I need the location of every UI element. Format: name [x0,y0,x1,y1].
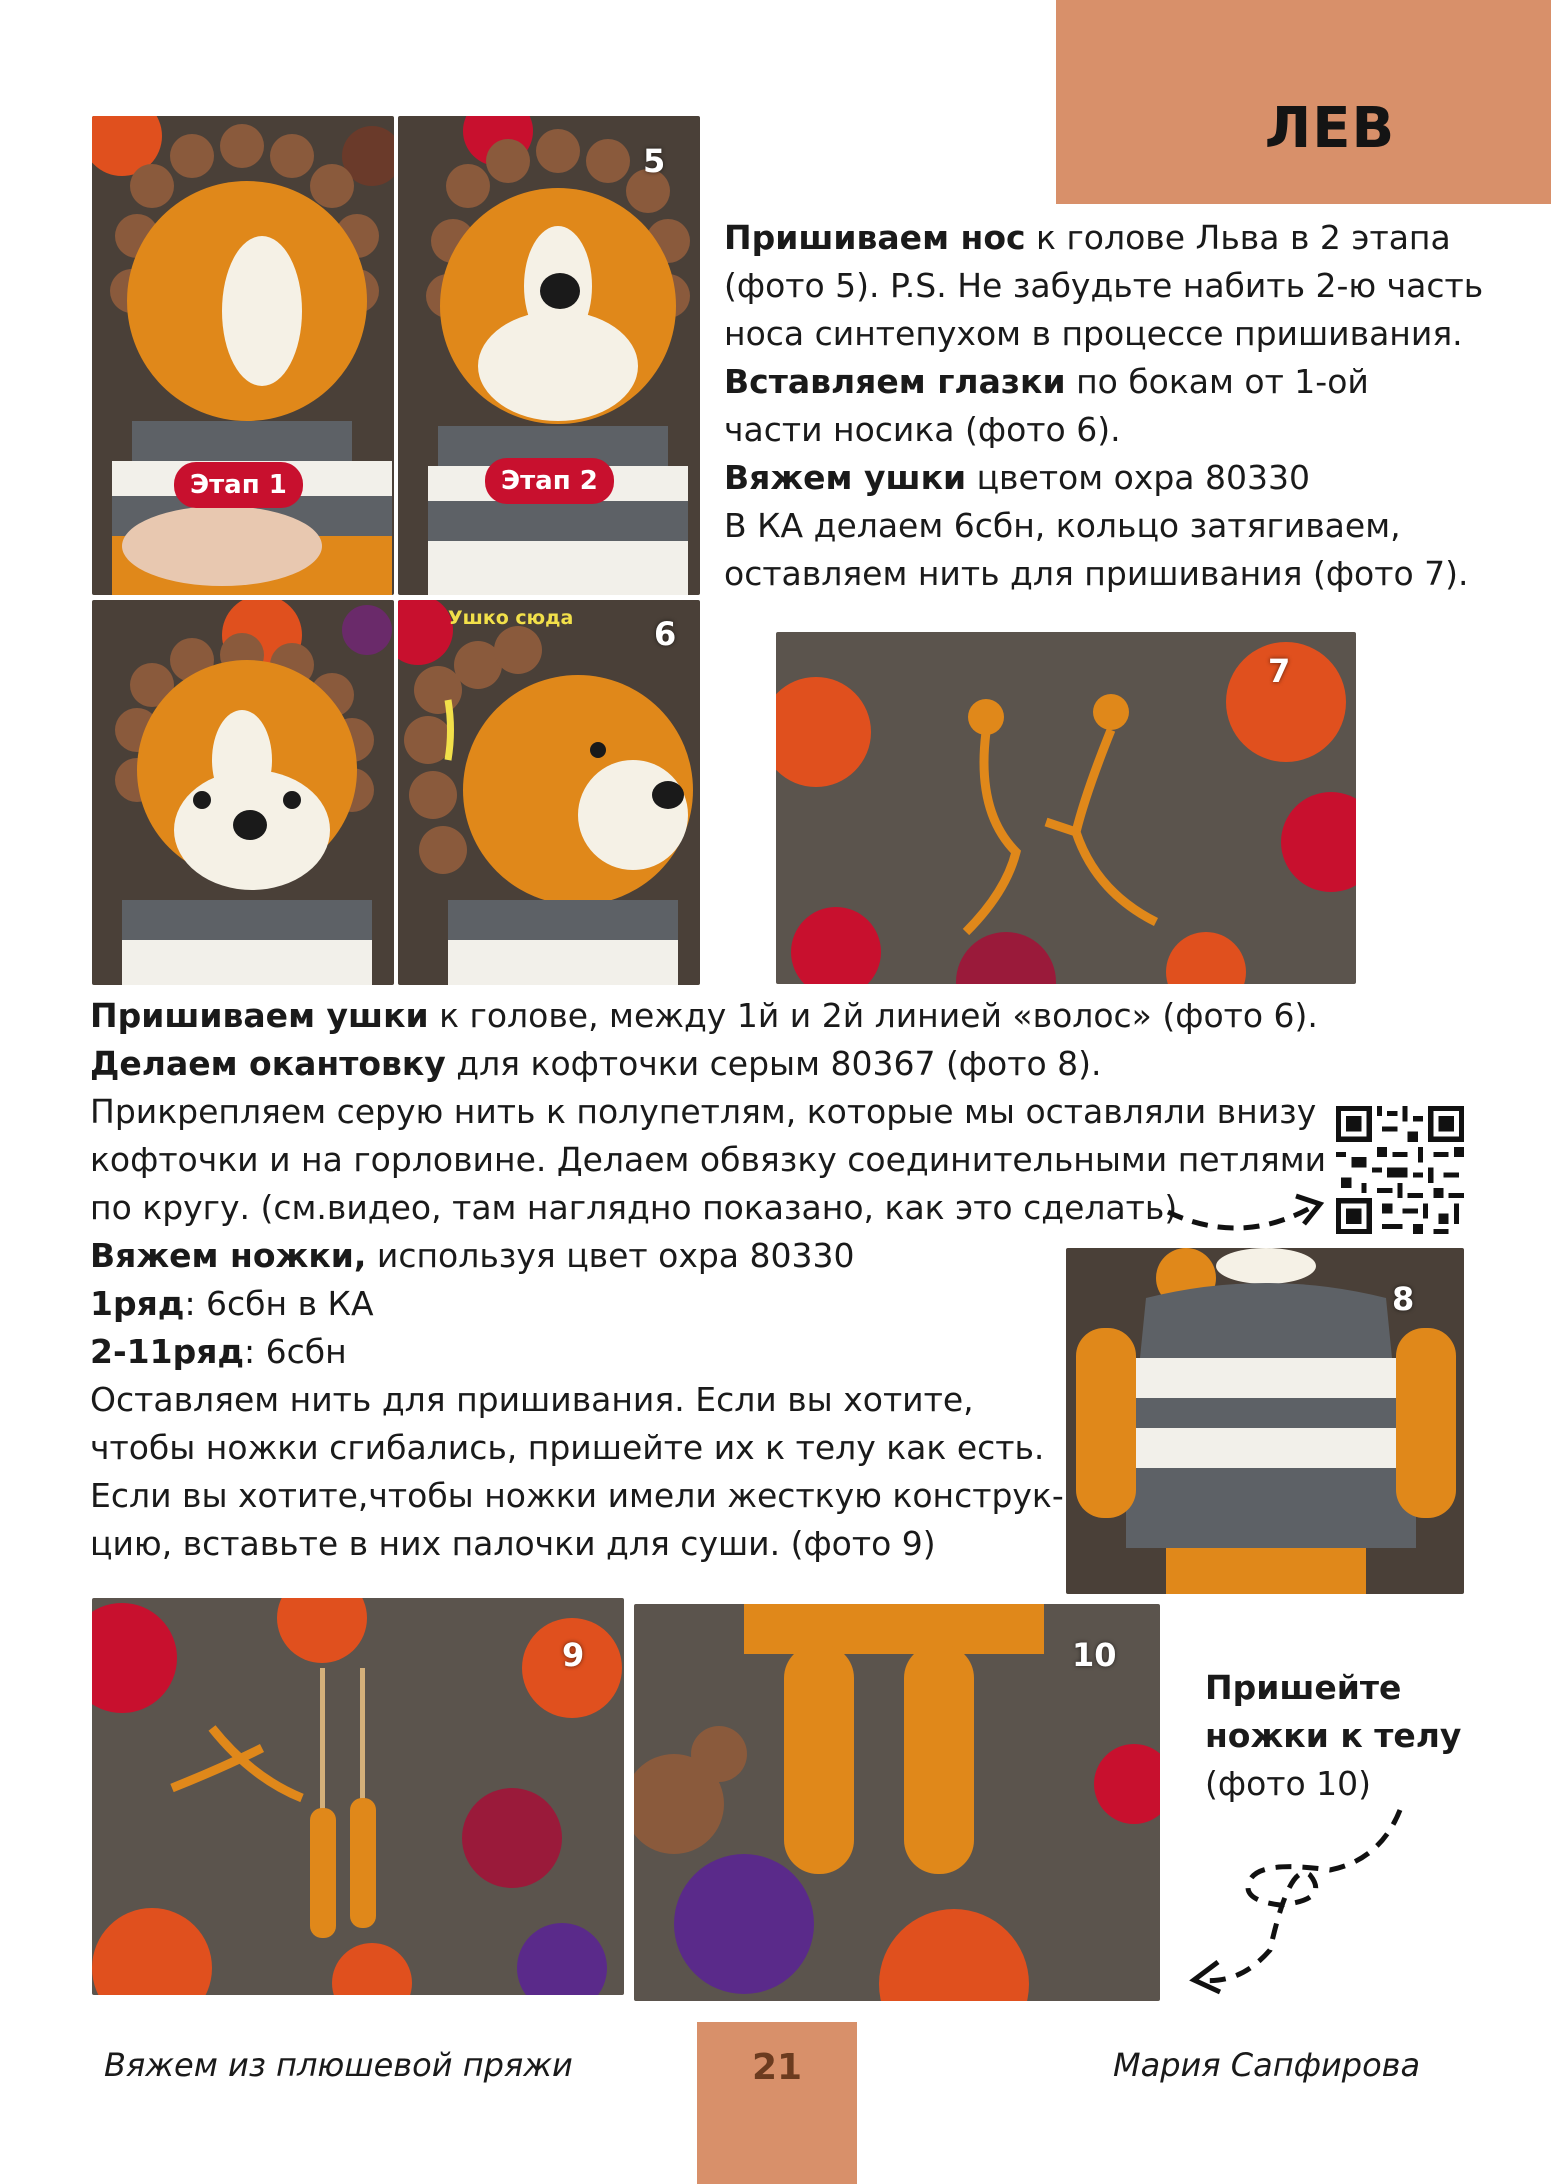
side-note-line-3: (фото 10) [1205,1764,1372,1803]
text: Если вы хотите,чтобы ножки имели жесткую конструк- [90,1476,1064,1515]
stage-1-label: Этап 1 [174,462,303,508]
page-title: ЛЕВ [1264,96,1396,161]
text-bold: 1ряд [90,1284,185,1323]
text-bold: Вяжем ушки [724,458,967,497]
side-note-sew-legs [1205,1664,1505,1808]
photo-legs-with-sticks [92,1598,624,1995]
photo-eyes-side [398,600,700,985]
stage-2-label: Этап 2 [485,458,614,504]
text-bold: Пришиваем ушки [90,996,429,1035]
text: : 6сбн [244,1332,347,1371]
text-bold: Вяжем ножки, [90,1236,367,1275]
footer-author: Мария Сапфирова [1113,2046,1421,2084]
text: используя цвет охра 80330 [366,1236,855,1275]
text: Прикрепляем серую нить к полупетлям, которые мы оставляли внизу [90,1092,1317,1131]
text: цию, вставьте в них палочки для суши. (фото 9) [90,1524,936,1563]
text: кофточки и на горловине. Делаем обвязку соединительными петлями [90,1140,1327,1179]
text: цветом охра 80330 [966,458,1310,497]
text: по кругу. (см.видео, там наглядно показано, как это сделать) [90,1188,1178,1227]
text: для кофточки серым 80367 (фото 8). [445,1044,1102,1083]
text-bold: Делаем окантовку [90,1044,446,1083]
text: Оставляем нить для пришивания. Если вы хотите, [90,1380,974,1419]
dashed-arrow-to-qr-icon [1160,1176,1340,1246]
side-note-line-1: Пришейте [1205,1668,1402,1707]
photo-7-number: 7 [1268,652,1291,690]
text: части носика (фото 6). [724,410,1121,449]
photo-5-number: 5 [643,142,666,180]
text: к голове Льва в 2 этапа [1025,218,1451,257]
ear-placement-note: Ушко сюда [448,607,574,629]
text: по бокам от 1-ой [1065,362,1369,401]
photo-9-number: 9 [562,1636,585,1674]
text: (фото 5). P.S. Не забудьте набить 2-ю часть [724,266,1484,305]
text: носа синтепухом в процессе пришивания. [724,314,1463,353]
photo-stage-2 [398,116,700,595]
text: оставляем нить для пришивания (фото 7). [724,554,1469,593]
instructions-nose-ears [724,214,1483,598]
text-bold: Вставляем глазки [724,362,1066,401]
dashed-loop-arrow-icon [1180,1800,1420,2000]
text: к голове, между 1й и 2й линией «волос» (фото 6). [428,996,1318,1035]
photo-8-number: 8 [1392,1280,1415,1318]
photo-eyes-front [92,600,394,985]
text: : 6сбн в КА [184,1284,374,1323]
text-bold: Пришиваем нос [724,218,1026,257]
footer-book-title: Вяжем из плюшевой пряжи [104,2046,573,2084]
text: чтобы ножки сгибались, пришейте их к телу как есть. [90,1428,1045,1467]
photo-6-number: 6 [654,615,677,653]
video-qr-code[interactable] [1336,1106,1464,1234]
text-bold: 2-11ряд [90,1332,245,1371]
side-note-line-2: ножки к телу [1205,1716,1462,1755]
page-number: 21 [751,2047,803,2088]
text: В КА делаем 6сбн, кольцо затягиваем, [724,506,1401,545]
photo-10-number: 10 [1072,1636,1117,1674]
photo-stage-1 [92,116,394,595]
